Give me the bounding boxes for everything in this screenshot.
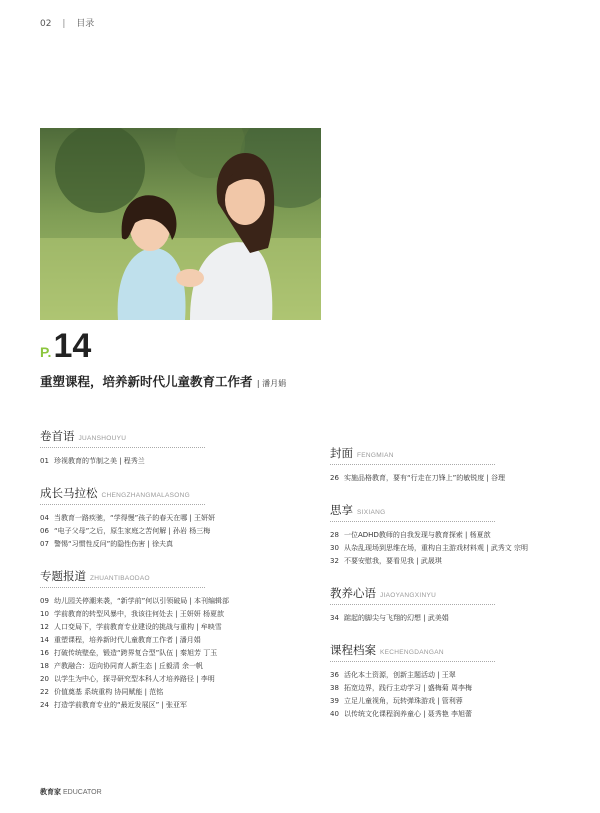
toc-item[interactable] xyxy=(40,634,310,647)
page-number-large: 14 xyxy=(53,327,92,365)
section-kecheng xyxy=(330,642,570,721)
dotted-divider xyxy=(330,604,495,605)
section-title-cn: 专题报道 xyxy=(40,569,86,583)
section-title-pinyin: KECHENGDANGAN xyxy=(380,649,444,656)
feature-title: 重塑课程，培养新时代儿童教育工作者 xyxy=(40,374,253,389)
toc-text: 打破传统壁垒，锻造“跨界复合型”队伍 | 秦旭芳 丁玉 xyxy=(54,649,218,657)
toc-item[interactable] xyxy=(40,673,310,686)
section-title xyxy=(330,585,570,601)
dotted-divider xyxy=(40,447,205,448)
section-chengzhang xyxy=(40,485,310,551)
toc-page-num: 07 xyxy=(40,540,49,548)
toc-text: 拓宽边界，践行主动学习 | 盛梅菊 周李梅 xyxy=(344,684,473,692)
toc-text: 重塑课程，培养新时代儿童教育工作者 | 潘月娟 xyxy=(54,636,201,644)
toc-page-num: 20 xyxy=(40,675,49,683)
left-column xyxy=(40,428,310,712)
toc-page-num: 32 xyxy=(330,557,339,565)
toc-text: 人口变局下，学前教育专业建设的挑战与重构 | 牟映雪 xyxy=(54,623,222,631)
toc-text: 警惕“习惯性反问”的隐性伤害 | 徐夫真 xyxy=(54,540,174,548)
toc-item[interactable] xyxy=(40,686,310,699)
toc-page-num: 36 xyxy=(330,671,339,679)
toc-item[interactable] xyxy=(330,612,570,625)
toc-text: 立足儿童视角，玩转弹珠游戏 | 管利蓉 xyxy=(344,697,463,705)
toc-item[interactable] xyxy=(330,695,570,708)
section-title-pinyin: SIXIANG xyxy=(357,509,386,516)
mother-child-photo xyxy=(40,128,321,320)
section-title xyxy=(330,502,570,518)
toc-page-num: 06 xyxy=(40,527,49,535)
section-juanshouyu xyxy=(40,428,310,468)
toc-item[interactable] xyxy=(330,529,570,542)
toc-item[interactable] xyxy=(40,595,310,608)
dotted-divider xyxy=(330,521,495,522)
toc-text: 实施品格教育，要有“行走在刀锋上”的敏锐度 | 谷理 xyxy=(344,474,506,482)
toc-item[interactable] xyxy=(330,682,570,695)
section-label: 目录 xyxy=(76,19,95,29)
toc-text: 产教融合：迈向协同育人新生态 | 丘毅清 余一帆 xyxy=(54,662,204,670)
feature-title-line xyxy=(40,372,286,390)
toc-item[interactable] xyxy=(40,699,310,712)
toc-page-num: 34 xyxy=(330,614,339,622)
section-title xyxy=(330,642,570,658)
section-title-cn: 课程档案 xyxy=(330,643,376,657)
section-title-cn: 卷首语 xyxy=(40,429,75,443)
toc-page-num: 38 xyxy=(330,684,339,692)
toc-text: 不要安慰我，要看见我 | 武晟琪 xyxy=(344,557,442,565)
dotted-divider xyxy=(330,661,495,662)
toc-text: 打造学前教育专业的“最近发展区” | 张亚军 xyxy=(54,701,188,709)
page-number: 02 xyxy=(40,19,52,29)
section-fengmian xyxy=(330,445,570,485)
toc-item[interactable] xyxy=(40,525,310,538)
section-title-cn: 教养心语 xyxy=(330,586,376,600)
toc-text: 从杂乱现场到思维在场，重构自主游戏材料观 | 武秀文 宗明 xyxy=(344,544,529,552)
section-title-cn: 成长马拉松 xyxy=(40,486,98,500)
toc-text: 当教育一路疾驰，“学得慢”孩子的春天在哪 | 王妍妍 xyxy=(54,514,216,522)
toc-page-num: 04 xyxy=(40,514,49,522)
toc-item[interactable] xyxy=(40,647,310,660)
toc-item[interactable] xyxy=(40,538,310,551)
section-title xyxy=(40,428,310,444)
page-prefix: P. xyxy=(40,344,52,360)
brand-cn: 教育家 xyxy=(40,788,61,796)
toc-item[interactable] xyxy=(40,608,310,621)
toc-text: 以传统文化课程润养童心 | 聂秀艳 李旭蕾 xyxy=(344,710,473,718)
toc-page-num: 40 xyxy=(330,710,339,718)
page-footer xyxy=(40,787,102,797)
right-column xyxy=(330,445,570,721)
toc-item[interactable] xyxy=(330,555,570,568)
dotted-divider xyxy=(330,464,495,465)
section-title xyxy=(330,445,570,461)
toc-page-num: 24 xyxy=(40,701,49,709)
section-title-pinyin: ZHUANTIBAODAO xyxy=(90,575,150,582)
toc-page-num: 14 xyxy=(40,636,49,644)
toc-text: “电子父母”之后，原生家庭之苦何解 | 孙岩 杨三梅 xyxy=(54,527,211,535)
toc-text: 以学生为中心，探寻研究型本科人才培养路径 | 李明 xyxy=(54,675,215,683)
toc-page-num: 09 xyxy=(40,597,49,605)
toc-page-num: 12 xyxy=(40,623,49,631)
toc-text: 踮起的脚尖与飞翔的幻想 | 武美娟 xyxy=(344,614,449,622)
toc-text: 价值奠基 系统重构 协同赋能 | 范铭 xyxy=(54,688,164,696)
section-title-pinyin: JUANSHOUYU xyxy=(78,435,127,442)
toc-page-num: 16 xyxy=(40,649,49,657)
toc-text: 一位ADHD教师的自我发现与教育探索 | 杨夏歆 xyxy=(344,531,491,539)
section-title-cn: 思享 xyxy=(330,503,353,517)
section-sixiang xyxy=(330,502,570,568)
toc-text: 幼儿园关停潮来袭，“新学前”何以引领破局 | 本刊编辑部 xyxy=(54,597,230,605)
dotted-divider xyxy=(40,504,205,505)
toc-item[interactable] xyxy=(40,621,310,634)
toc-item[interactable] xyxy=(330,708,570,721)
toc-page-num: 28 xyxy=(330,531,339,539)
toc-text: 活化本土资源，创新主题活动 | 王翠 xyxy=(344,671,456,679)
toc-item[interactable] xyxy=(40,660,310,673)
section-title-pinyin: CHENGZHANGMALASONG xyxy=(101,492,190,499)
dotted-divider xyxy=(40,587,205,588)
toc-item[interactable] xyxy=(330,542,570,555)
toc-page-num: 22 xyxy=(40,688,49,696)
toc-item[interactable] xyxy=(40,512,310,525)
feature-page-number xyxy=(40,327,91,366)
toc-page-num: 01 xyxy=(40,457,49,465)
toc-page-num: 10 xyxy=(40,610,49,618)
section-title xyxy=(40,485,310,501)
section-title-pinyin: FENGMIAN xyxy=(357,452,394,459)
section-zhuanti xyxy=(40,568,310,712)
brand-en: EDUCATOR xyxy=(63,789,102,796)
toc-item[interactable] xyxy=(330,669,570,682)
toc-text: 珍视教育的节制之美 | 程秀兰 xyxy=(54,457,145,465)
section-title xyxy=(40,568,310,584)
feature-author: | 潘月娟 xyxy=(256,379,287,388)
toc-page-num: 26 xyxy=(330,474,339,482)
toc-page-num: 18 xyxy=(40,662,49,670)
header-divider: | xyxy=(62,19,66,29)
page-header xyxy=(40,16,94,29)
section-jiaoyang xyxy=(330,585,570,625)
toc-text: 学前教育的转型风暴中，我该往何处去 | 王妍妍 杨夏歆 xyxy=(54,610,225,618)
toc-item[interactable] xyxy=(330,472,570,485)
toc-page-num: 39 xyxy=(330,697,339,705)
toc-item[interactable] xyxy=(40,455,310,468)
toc-page-num: 30 xyxy=(330,544,339,552)
section-title-cn: 封面 xyxy=(330,446,353,460)
section-title-pinyin: JIAOYANGXINYU xyxy=(380,592,437,599)
